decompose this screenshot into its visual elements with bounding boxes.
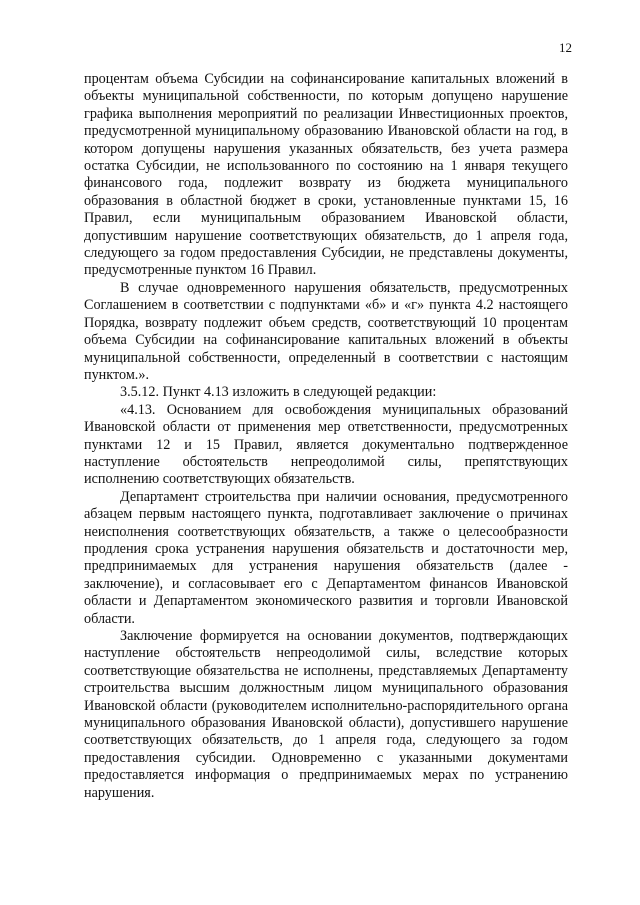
paragraph-clause-4-13: «4.13. Основанием для освобождения муниципальных образований Ивановской области от применения мер ответственности, предусмотренных пунктами 12 и 15 Правил, является документально подтвержденное наступление обстоятельств непреодолимой силы, препятствующих исполнению соответствующих обязательств. [84, 401, 568, 488]
paragraph-clause-3-5-12: 3.5.12. Пункт 4.13 изложить в следующей редакции: [120, 384, 437, 401]
paragraph-department-conclusion: Департамент строительства при наличии основания, предусмотренного абзацем первым настоящего пункта, подготавливает заключение о причинах неисполнения соответствующих обязательств, а также о целесообразности продления срока устранения нарушения обязательств и достаточности мер, предпринимаемых для устранения нарушения обязательств (далее - заключение), и согласовывает его с Департаментом финансов Ивановской области и Департаментом экономического развития и торговли Ивановской области. [84, 488, 568, 627]
paragraph-simultaneous-violation: В случае одновременного нарушения обязательств, предусмотренных Соглашением в соответствии с подпунктами «б» и «г» пункта 4.2 настоящего Порядка, возврату подлежит объем средств, соответствующий 10 процентам объема Субсидии на софинансирование капитальных вложений в объекты муниципальной собственности, определенный в соответствии с настоящим пунктом.». [84, 279, 568, 383]
page-number: 12 [559, 40, 572, 55]
paragraph-conclusion-formation: Заключение формируется на основании документов, подтверждающих наступление обстоятельств непреодолимой силы, вследствие которых соответствующие обязательства не исполнены, представляемых Департаменту строительства высшим должностным лицом муниципального образования Ивановской области (руководителем исполнительно-распорядительного органа муниципального образования Ивановской области), допустившего нарушение соответствующих обязательств, до 1 апреля года, следующего за годом предоставления субсидии. Одновременно с указанными документами предоставляется информация о предпринимаемых мерах по устранению нарушения. [84, 628, 568, 801]
paragraph-continuation: процентам объема Субсидии на софинансирование капитальных вложений в объекты муниципальной собственности, по которым допущено нарушение графика выполнения мероприятий по реализации Инвестиционных проектов, предусмотренной муниципальному образованию Ивановской области на год, в котором допущены нарушения указанных обязательств, без учета размера остатка Субсидии, не использованного по состоянию на 1 января текущего финансового года, подлежит возврату из бюджета муниципального образования в областной бюджет в сроки, установленные пунктами 15, 16 Правил, если муниципальным образованием Ивановской области, допустившим нарушение соответствующих обязательств, до 1 апреля года, следующего за годом предоставления Субсидии, не представлены документы, предусмотренные пунктом 16 Правил. [84, 71, 568, 279]
document-body [84, 71, 568, 802]
